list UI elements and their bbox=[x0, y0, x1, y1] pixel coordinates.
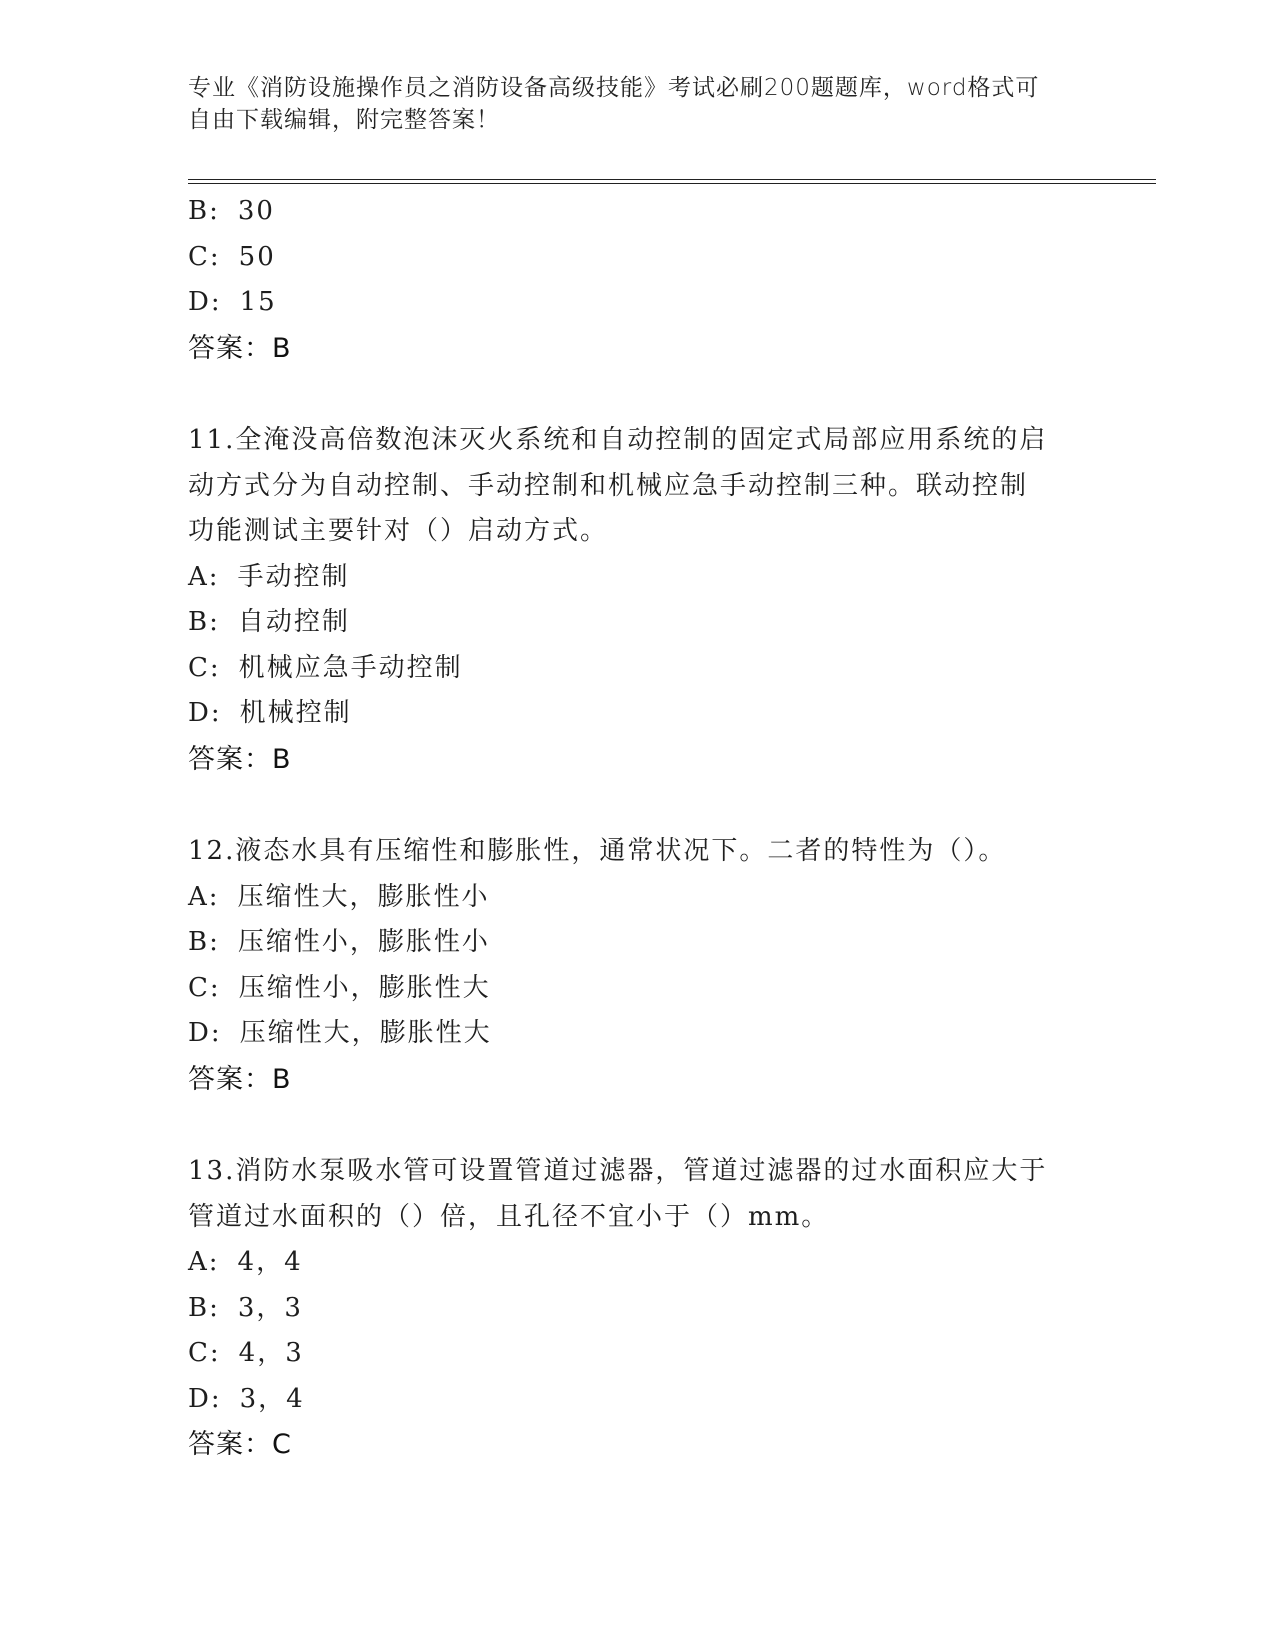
option-letter: D: bbox=[188, 1383, 222, 1414]
question-block-13 bbox=[188, 1149, 1088, 1468]
option-text: 4，3 bbox=[238, 1338, 304, 1368]
option-text: 压缩性小，膨胀性小 bbox=[237, 927, 490, 957]
document-header bbox=[188, 72, 1068, 136]
answer-line: 答案：C bbox=[188, 1429, 292, 1460]
option-line bbox=[188, 555, 1088, 601]
option-letter: A: bbox=[188, 881, 220, 912]
option-letter: C: bbox=[188, 1338, 221, 1368]
option-text: 压缩性大，膨胀性大 bbox=[239, 1018, 492, 1048]
option-letter: D: bbox=[188, 698, 222, 728]
question-stem-line: 12.液态水具有压缩性和膨胀性，通常状况下。二者的特性为（）。 bbox=[188, 836, 1007, 866]
option-letter: B: bbox=[188, 1292, 220, 1323]
previous-question-block bbox=[188, 189, 1088, 371]
option-letter: C: bbox=[188, 972, 221, 1003]
option-letter: D: bbox=[188, 1018, 222, 1048]
option-letter: C: bbox=[188, 241, 221, 272]
option-line bbox=[188, 1240, 1088, 1286]
option-text: 压缩性小，膨胀性大 bbox=[238, 972, 491, 1003]
option-text: 手动控制 bbox=[237, 561, 350, 592]
option-text: 机械控制 bbox=[239, 698, 352, 728]
answer-line: 答案：B bbox=[188, 332, 292, 364]
option-line bbox=[188, 691, 1088, 737]
option-text: 15 bbox=[239, 287, 277, 317]
option-letter: B: bbox=[188, 607, 220, 637]
option-text: 压缩性大，膨胀性小 bbox=[237, 881, 490, 912]
option-letter: A: bbox=[188, 561, 220, 592]
question-block-11 bbox=[188, 418, 1088, 782]
option-letter: D: bbox=[188, 287, 222, 317]
option-letter: C: bbox=[188, 652, 221, 683]
option-line bbox=[188, 966, 1088, 1012]
question-stem-line: 动方式分为自动控制、手动控制和机械应急手动控制三种。联动控制 bbox=[188, 470, 1029, 501]
option-letter: B: bbox=[188, 196, 220, 226]
header-divider-bottom bbox=[188, 183, 1156, 184]
question-stem-line: 功能测试主要针对（）启动方式。 bbox=[188, 516, 609, 546]
option-line bbox=[188, 600, 1088, 646]
option-text: 30 bbox=[237, 196, 275, 226]
option-line bbox=[188, 189, 1088, 235]
option-line bbox=[188, 1011, 1088, 1057]
answer-line: 答案：B bbox=[188, 743, 292, 775]
option-line bbox=[188, 235, 1088, 281]
option-text: 3，4 bbox=[239, 1383, 305, 1414]
option-text: 3，3 bbox=[237, 1292, 303, 1323]
option-text: 4，4 bbox=[237, 1247, 303, 1277]
option-line bbox=[188, 1331, 1088, 1377]
option-line bbox=[188, 1377, 1088, 1423]
option-text: 自动控制 bbox=[237, 607, 350, 637]
option-letter: A: bbox=[188, 1247, 220, 1277]
option-line bbox=[188, 646, 1088, 692]
question-block-12 bbox=[188, 829, 1088, 1102]
option-line bbox=[188, 920, 1088, 966]
question-stem-line: 11.全淹没高倍数泡沫灭火系统和自动控制的固定式局部应用系统的启 bbox=[188, 425, 1048, 455]
question-stem-line: 管道过水面积的（）倍，且孔径不宜小于（）mm。 bbox=[188, 1201, 830, 1232]
option-text: 50 bbox=[238, 241, 276, 272]
option-text: 机械应急手动控制 bbox=[238, 652, 463, 683]
question-list bbox=[188, 189, 1088, 1468]
question-stem-line: 13.消防水泵吸水管可设置管道过滤器，管道过滤器的过水面积应大于 bbox=[188, 1156, 1048, 1186]
header-line-2: 自由下载编辑，附完整答案！ bbox=[188, 107, 500, 133]
header-line-1: 专业《消防设施操作员之消防设备高级技能》考试必刷200题题库，word格式可 bbox=[188, 75, 1040, 101]
option-line bbox=[188, 1286, 1088, 1332]
option-line bbox=[188, 280, 1088, 326]
option-line bbox=[188, 875, 1088, 921]
header-divider-top bbox=[188, 179, 1156, 180]
option-letter: B: bbox=[188, 927, 220, 957]
answer-line: 答案：B bbox=[188, 1063, 292, 1095]
